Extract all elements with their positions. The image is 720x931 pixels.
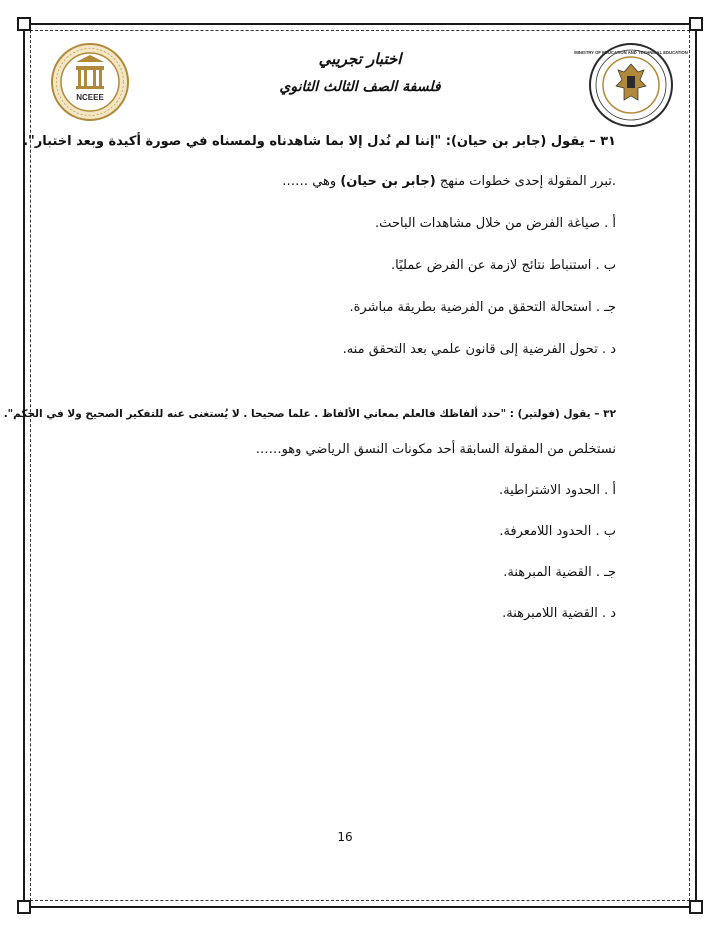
- prompt-bold-text: (جابر بن حيان): [340, 174, 436, 189]
- option-c: جـ . استحالة التحقق من الفرضية بطريقة مباشرة.: [349, 300, 616, 315]
- ministry-logo-text: MINISTRY OF EDUCATION AND TECHNICAL EDUCATION: [574, 50, 688, 55]
- option-d: د . تحول الفرضية إلى قانون علمي بعد التحقق منه.: [342, 342, 616, 357]
- border-corner-top-right: [689, 17, 703, 31]
- question-stem: ٣١ – يقول (جابر بن حيان): "إننا لم نُدل إلا بما شاهدناه ولمسناه في صورة أكيدة وبعد اختبار".: [23, 134, 616, 149]
- option-a: أ . الحدود الاشتراطية.: [499, 483, 616, 498]
- prompt-text: .تبرر المقولة إحدى خطوات منهج: [435, 174, 616, 189]
- question-32: [3, 402, 616, 626]
- question-prompt: [56, 170, 616, 194]
- question-stem: ٣٢ – يقول (فولتير) : "حدد ألفاظك فالعلم بمعاني الألفاظ . علما صحيحا . لا يُستغنى عنه للتفكير الصحيح ولا في الحكم".: [3, 408, 616, 420]
- questions-content: [3, 130, 616, 626]
- exam-subtitle: فلسفة الصف الثالث الثانوي: [279, 79, 441, 95]
- border-corner-bottom-left: [17, 900, 31, 914]
- prompt-text-end: وهي ……: [282, 174, 341, 189]
- option-b: ب . استنباط نتائج لازمة عن الفرض عمليًا.: [391, 258, 616, 273]
- border-corner-top-left: [17, 17, 31, 31]
- option-c: جـ . القضية المبرهنة.: [503, 565, 616, 580]
- border-corner-bottom-right: [689, 900, 703, 914]
- page-number: 16: [337, 830, 353, 844]
- header: [180, 48, 540, 98]
- nceee-logo: [50, 42, 130, 122]
- question-prompt: نستخلص من المقولة السابقة أحد مكونات النسق الرياضي وهو……: [255, 442, 616, 457]
- exam-title: اختبار تجريبي: [318, 50, 402, 68]
- ministry-logo: [574, 42, 688, 128]
- option-b: ب . الحدود اللامعرفة.: [499, 524, 616, 539]
- question-31: [23, 130, 616, 362]
- nceee-logo-text: NCEEE: [76, 93, 104, 102]
- option-d: د . القضية اللامبرهنة.: [502, 606, 616, 621]
- option-a: أ . صياغة الفرض من خلال مشاهدات الباحث.: [375, 216, 616, 231]
